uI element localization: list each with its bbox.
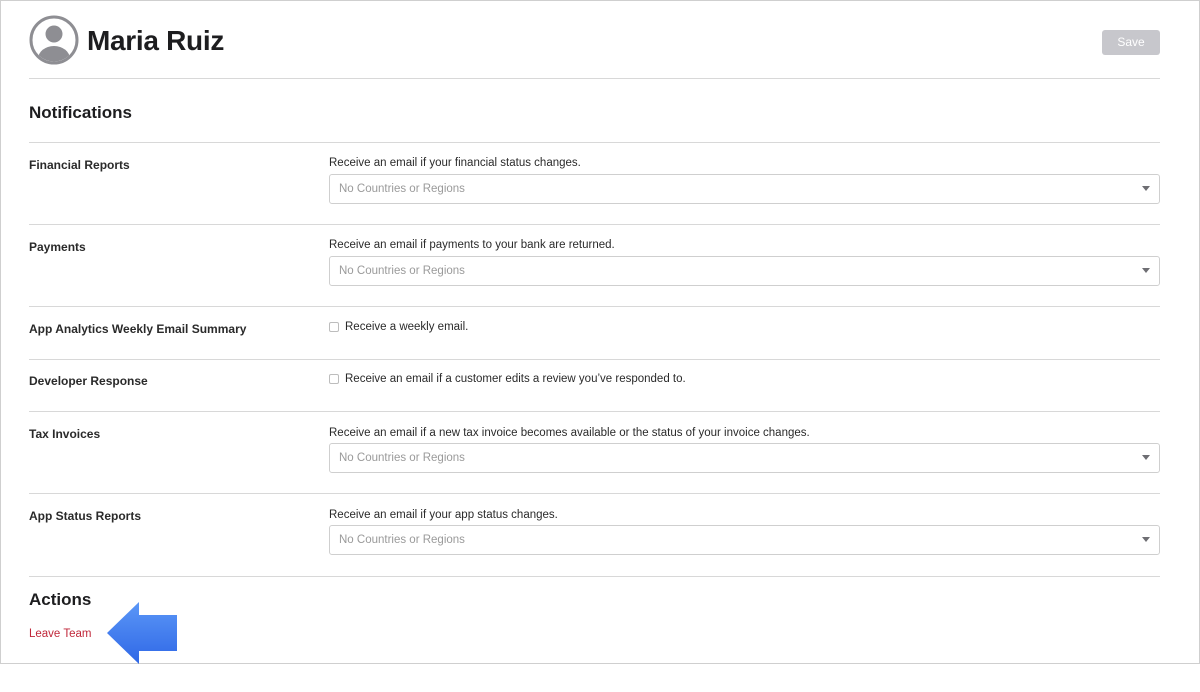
- select-placeholder: No Countries or Regions: [339, 265, 465, 277]
- divider: [29, 142, 1160, 143]
- divider: [29, 306, 1160, 307]
- save-button[interactable]: Save: [1102, 30, 1160, 55]
- divider: [29, 493, 1160, 494]
- row-label-tax-invoices: Tax Invoices: [29, 427, 101, 441]
- leave-team-link[interactable]: Leave Team: [29, 628, 92, 640]
- tax-invoices-region-select[interactable]: [329, 443, 1160, 473]
- divider: [29, 359, 1160, 360]
- row-label-financial-reports: Financial Reports: [29, 158, 130, 172]
- divider: [29, 411, 1160, 412]
- arrow-left-icon: [106, 601, 178, 665]
- app-status-reports-region-select[interactable]: [329, 525, 1160, 555]
- bottom-margin: [0, 664, 1200, 692]
- row-label-payments: Payments: [29, 240, 86, 254]
- chevron-down-icon: [1142, 186, 1150, 191]
- user-avatar-icon: [29, 15, 79, 65]
- select-placeholder: No Countries or Regions: [339, 452, 465, 464]
- page-header: [29, 15, 1160, 65]
- weekly-email-checkbox[interactable]: [329, 322, 339, 332]
- payments-region-select[interactable]: [329, 256, 1160, 286]
- select-placeholder: No Countries or Regions: [339, 534, 465, 546]
- chevron-down-icon: [1142, 268, 1150, 273]
- row-label-app-status-reports: App Status Reports: [29, 509, 142, 523]
- divider: [29, 78, 1160, 79]
- review-edit-checkbox-label[interactable]: Receive an email if a customer edits a review you’ve responded to.: [345, 373, 686, 385]
- page-title: Maria Ruiz: [87, 25, 225, 56]
- divider: [29, 224, 1160, 225]
- row-description-payments: Receive an email if payments to your bank are returned.: [329, 239, 615, 251]
- row-description-tax-invoices: Receive an email if a new tax invoice becomes available or the status of your invoice changes.: [329, 427, 810, 439]
- chevron-down-icon: [1142, 537, 1150, 542]
- financial-reports-region-select[interactable]: [329, 174, 1160, 204]
- chevron-down-icon: [1142, 455, 1150, 460]
- weekly-email-checkbox-label[interactable]: Receive a weekly email.: [345, 321, 469, 333]
- row-description-app-status-reports: Receive an email if your app status changes.: [329, 509, 558, 521]
- select-placeholder: No Countries or Regions: [339, 183, 465, 195]
- row-label-developer-response: Developer Response: [29, 374, 148, 388]
- divider: [29, 576, 1160, 577]
- notifications-heading: Notifications: [29, 103, 132, 122]
- review-edit-checkbox[interactable]: [329, 374, 339, 384]
- row-description-financial-reports: Receive an email if your financial status changes.: [329, 157, 581, 169]
- actions-heading: Actions: [29, 590, 92, 609]
- row-label-app-analytics: App Analytics Weekly Email Summary: [29, 322, 247, 336]
